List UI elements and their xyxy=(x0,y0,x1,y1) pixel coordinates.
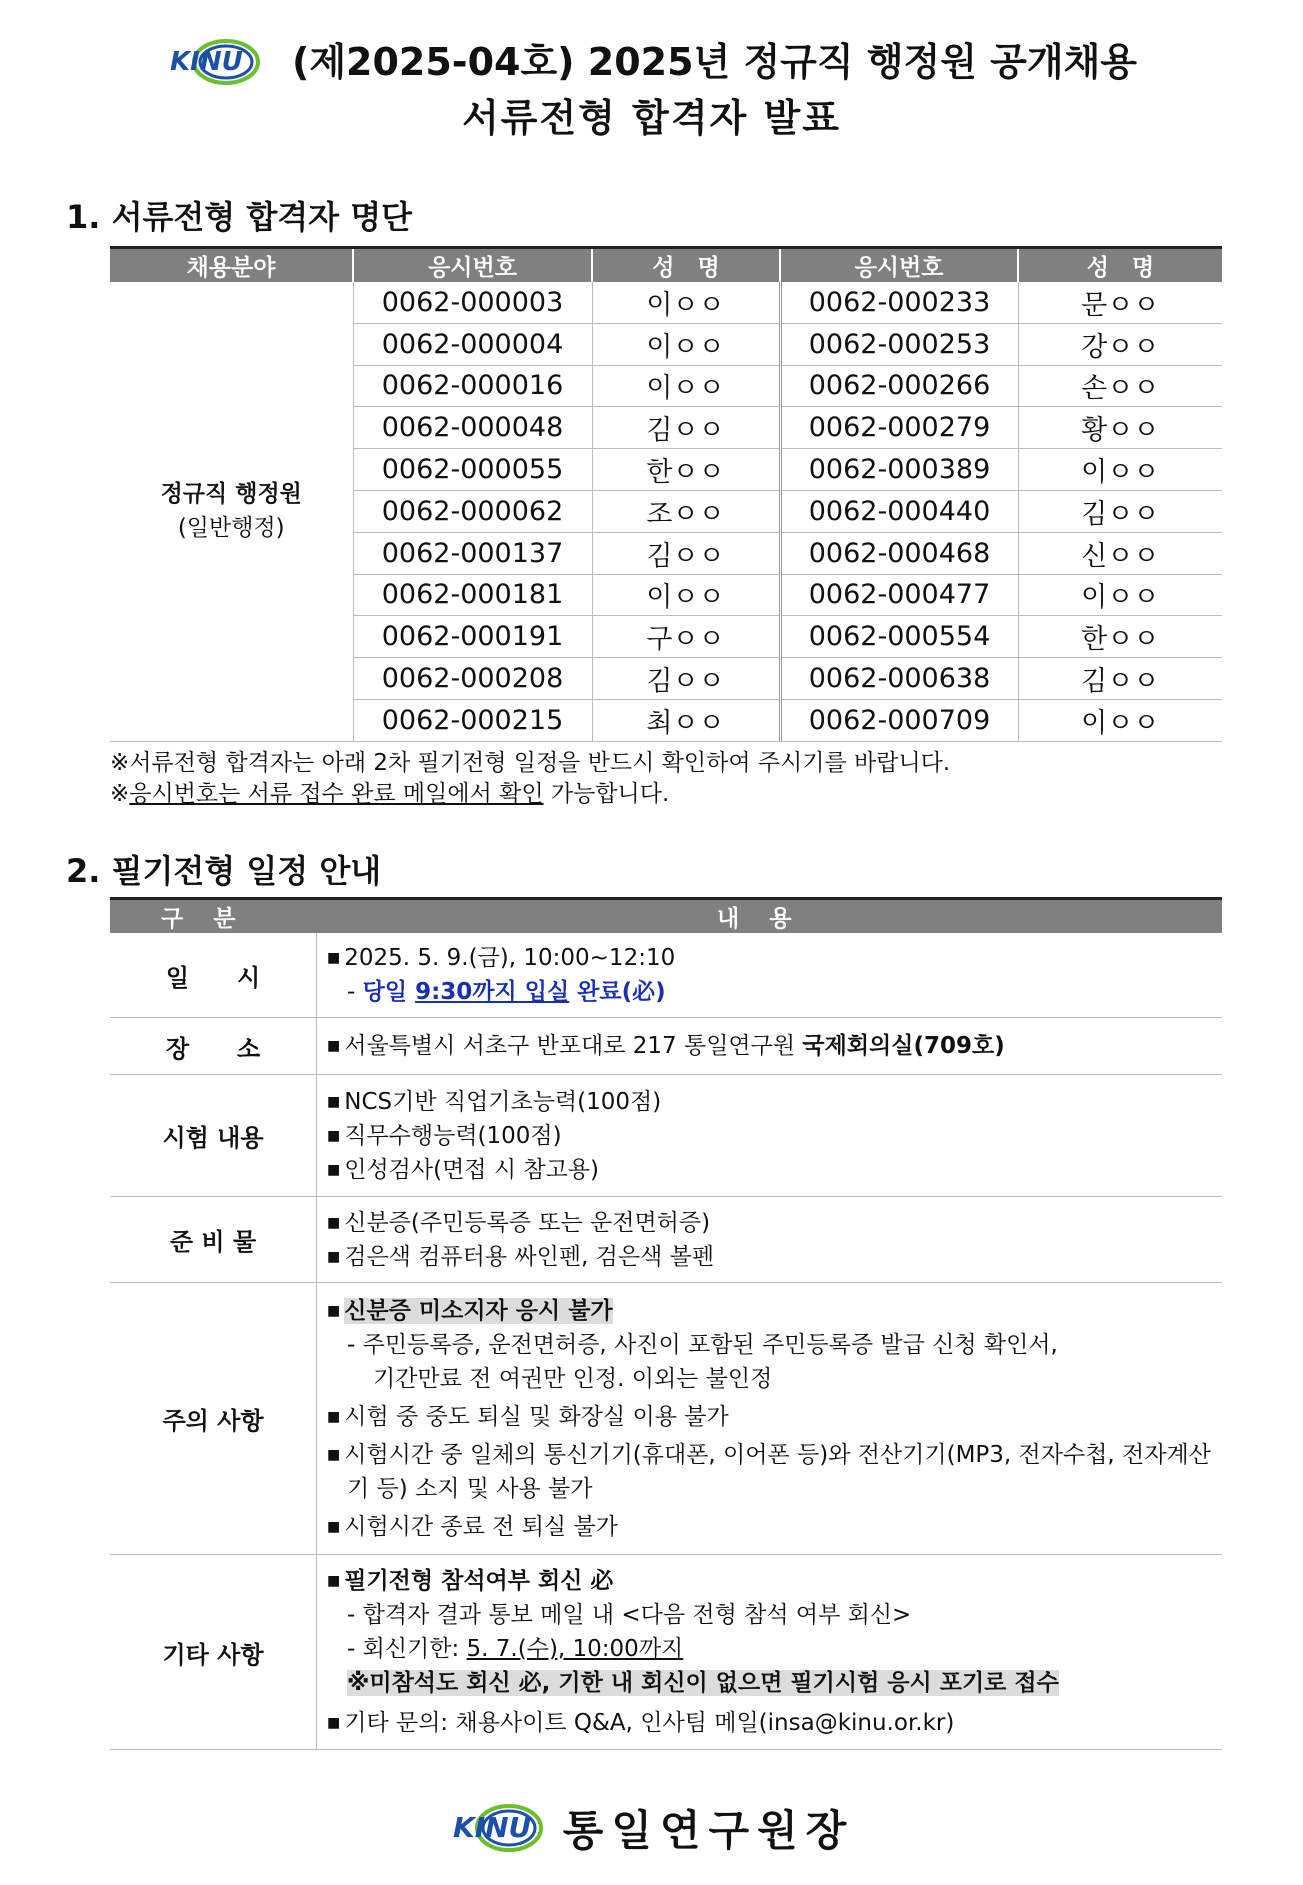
content-item-text: 인성검사(면접 시 참고용) xyxy=(344,1156,599,1183)
square-bullet-icon: ■ xyxy=(327,1093,341,1110)
footer-kinu-logo xyxy=(449,1800,553,1856)
col-content: 내용 xyxy=(317,899,1223,934)
date-line-2-b: 9:30까지 입실 xyxy=(415,979,570,1005)
row-caution xyxy=(110,1283,1222,1555)
row-preparation xyxy=(110,1197,1222,1283)
title-line-2: 서류전형 합격자 발표 xyxy=(462,96,841,140)
square-bullet-icon: ■ xyxy=(327,1408,341,1425)
value-place xyxy=(317,1018,1223,1075)
col-exam-number-2: 응시번호 xyxy=(780,248,1018,283)
note-2-underlined: 응시번호는 서류 접수 완료 메일에서 확인 xyxy=(129,781,544,807)
etc-sub-3 xyxy=(327,1666,1222,1700)
square-bullet-icon: ■ xyxy=(327,1161,341,1178)
square-bullet-icon: ■ xyxy=(327,1038,341,1054)
footer-logo-lettering: KINU xyxy=(452,1811,532,1844)
caution-sub-1: - 주민등록증, 운전면허증, 사진이 포함된 주민등록증 발급 신청 확인서, xyxy=(347,1331,1058,1358)
etc-sub-2 xyxy=(327,1632,1222,1666)
value-date xyxy=(317,933,1223,1018)
exam-number: 0062-000253 xyxy=(780,323,1018,365)
content-item-text: NCS기반 직업기초능력(100점) xyxy=(344,1088,662,1115)
col-name-2: 성 명 xyxy=(1018,248,1222,283)
passers-table-header xyxy=(110,248,1222,283)
date-line-2-c: 완료(必) xyxy=(569,979,666,1005)
passer-name: 김ㅇㅇ xyxy=(592,532,780,574)
caution-item-1: 신분증 미소지자 응시 불가 xyxy=(344,1297,613,1324)
date-line-1-text: 2025. 5. 9.(금), 10:00~12:10 xyxy=(344,945,676,971)
date-line-1 xyxy=(327,941,1222,975)
label-date: 일 시 xyxy=(110,933,317,1018)
passer-name: 한ㅇㅇ xyxy=(1018,616,1222,658)
label-etc: 기타 사항 xyxy=(110,1555,317,1750)
place-room: 국제회의실(709호) xyxy=(802,1033,1005,1059)
kinu-logo-icon xyxy=(166,36,270,88)
passers-table xyxy=(110,246,1222,742)
exam-number: 0062-000055 xyxy=(353,449,592,491)
square-bullet-icon: ■ xyxy=(327,1518,341,1535)
passer-name: 한ㅇㅇ xyxy=(592,449,780,491)
exam-number: 0062-000389 xyxy=(780,449,1018,491)
field-main: 정규직 행정원 xyxy=(160,481,302,508)
etc-sub-2-prefix: - 회신기한: xyxy=(347,1636,467,1662)
prep-item-text: 검은색 컴퓨터용 싸인펜, 검은색 볼펜 xyxy=(344,1243,715,1270)
passer-name: 이ㅇㅇ xyxy=(1018,574,1222,616)
exam-number: 0062-000048 xyxy=(353,407,592,449)
content-item-text: 직무수행능력(100점) xyxy=(344,1122,562,1149)
list-item xyxy=(327,1119,1222,1153)
square-bullet-icon: ■ xyxy=(327,1127,341,1144)
exam-number: 0062-000709 xyxy=(780,699,1018,741)
passer-name: 문ㅇㅇ xyxy=(1018,282,1222,323)
prep-item-text: 신분증(주민등록증 또는 운전면허증) xyxy=(344,1209,711,1236)
passer-name: 이ㅇㅇ xyxy=(592,365,780,407)
square-bullet-icon: ■ xyxy=(327,1214,341,1231)
exam-number: 0062-000554 xyxy=(780,616,1018,658)
caution-item-2: 시험 중 중도 퇴실 및 화장실 이용 불가 xyxy=(344,1403,729,1430)
note-1: ※서류전형 합격자는 아래 2차 필기전형 일정을 반드시 확인하여 주시기를 바랍니다. xyxy=(110,750,951,776)
etc-sub-3-text: ※미참석도 회신 必, 기한 내 회신이 없으면 필기시험 응시 포기로 접수 xyxy=(347,1670,1059,1696)
label-exam-content: 시험 내용 xyxy=(110,1075,317,1197)
list-item xyxy=(327,1206,1222,1240)
row-date xyxy=(110,933,1222,1018)
exam-number: 0062-000215 xyxy=(353,699,592,741)
exam-number: 0062-000477 xyxy=(780,574,1018,616)
footer xyxy=(0,1798,1303,1858)
value-etc xyxy=(317,1555,1223,1750)
passer-name: 김ㅇㅇ xyxy=(1018,490,1222,532)
list-item xyxy=(327,1564,1222,1598)
passer-name: 손ㅇㅇ xyxy=(1018,365,1222,407)
exam-number: 0062-000279 xyxy=(780,407,1018,449)
label-place: 장 소 xyxy=(110,1018,317,1075)
value-caution xyxy=(317,1283,1223,1555)
exam-number: 0062-000638 xyxy=(780,658,1018,700)
section1-notes xyxy=(110,748,950,810)
square-bullet-icon: ■ xyxy=(327,1248,341,1265)
exam-number: 0062-000468 xyxy=(780,532,1018,574)
section1-heading: 1. 서류전형 합격자 명단 xyxy=(66,198,413,236)
etc-item-2: 기타 문의: 채용사이트 Q&A, 인사팀 메일(insa@kinu.or.kr) xyxy=(344,1710,955,1736)
list-item xyxy=(327,1294,1222,1328)
passer-name: 강ㅇㅇ xyxy=(1018,323,1222,365)
title-line-1 xyxy=(0,34,1303,90)
kinu-logo xyxy=(166,36,270,88)
field-sub: (일반행정) xyxy=(177,515,285,542)
exam-number: 0062-000181 xyxy=(353,574,592,616)
passer-name: 황ㅇㅇ xyxy=(1018,407,1222,449)
logo-lettering: KINU xyxy=(169,47,243,77)
passer-name: 조ㅇㅇ xyxy=(592,490,780,532)
square-bullet-icon: ■ xyxy=(327,950,341,966)
square-bullet-icon: ■ xyxy=(327,1302,341,1319)
note-2-suffix: 가능합니다. xyxy=(543,781,670,807)
schedule-table xyxy=(110,897,1222,1750)
caution-item-4: 시험시간 종료 전 퇴실 불가 xyxy=(344,1513,618,1540)
exam-number: 0062-000233 xyxy=(780,282,1018,323)
list-item xyxy=(327,1240,1222,1274)
list-item xyxy=(327,1400,1222,1434)
label-caution: 주의 사항 xyxy=(110,1283,317,1555)
caution-sub-2: 기간만료 전 여권만 인정. 이외는 불인정 xyxy=(373,1365,773,1392)
passer-name: 이ㅇㅇ xyxy=(1018,699,1222,741)
passer-name: 이ㅇㅇ xyxy=(592,574,780,616)
list-item xyxy=(327,1085,1222,1119)
row-etc xyxy=(110,1555,1222,1750)
exam-number: 0062-000003 xyxy=(353,282,592,323)
col-field: 채용분야 xyxy=(110,248,353,283)
exam-number: 0062-000191 xyxy=(353,616,592,658)
square-bullet-icon: ■ xyxy=(327,1573,341,1589)
row-exam-content xyxy=(110,1075,1222,1197)
passer-name: 최ㅇㅇ xyxy=(592,699,780,741)
passer-name: 신ㅇㅇ xyxy=(1018,532,1222,574)
list-item xyxy=(327,1706,1222,1740)
place-text: 서울특별시 서초구 반포대로 217 통일연구원 xyxy=(344,1033,803,1059)
exam-number: 0062-000016 xyxy=(353,365,592,407)
date-line-2 xyxy=(327,975,1222,1009)
passer-name: 이ㅇㅇ xyxy=(592,323,780,365)
passer-name: 이ㅇㅇ xyxy=(1018,449,1222,491)
etc-item-1: 필기전형 참석여부 회신 必 xyxy=(344,1568,614,1594)
etc-sub-2-deadline: 5. 7.(수), 10:00까지 xyxy=(466,1636,684,1662)
issuer-name: 통일연구원장 xyxy=(562,1806,855,1855)
list-item xyxy=(327,1438,1222,1506)
passer-name: 김ㅇㅇ xyxy=(592,407,780,449)
exam-number: 0062-000004 xyxy=(353,323,592,365)
passer-name: 김ㅇㅇ xyxy=(592,658,780,700)
exam-number: 0062-000062 xyxy=(353,490,592,532)
col-category: 구분 xyxy=(110,899,317,934)
exam-number: 0062-000137 xyxy=(353,532,592,574)
label-preparation: 준 비 물 xyxy=(110,1197,317,1283)
list-item xyxy=(327,1153,1222,1187)
passer-name: 김ㅇㅇ xyxy=(1018,658,1222,700)
list-item xyxy=(327,1510,1222,1544)
exam-number: 0062-000440 xyxy=(780,490,1018,532)
title-text-1: (제2025-04호) 2025년 정규직 행정원 공개채용 xyxy=(291,40,1138,84)
value-exam-content xyxy=(317,1075,1223,1197)
row-place xyxy=(110,1018,1222,1075)
schedule-table-header xyxy=(110,899,1222,934)
date-line-2-prefix: - xyxy=(347,979,363,1005)
passer-name: 구ㅇㅇ xyxy=(592,616,780,658)
note-2 xyxy=(110,779,950,810)
kinu-logo-icon xyxy=(449,1800,553,1856)
square-bullet-icon: ■ xyxy=(327,1715,341,1731)
exam-number: 0062-000266 xyxy=(780,365,1018,407)
section2-heading: 2. 필기전형 일정 안내 xyxy=(66,852,382,890)
square-bullet-icon: ■ xyxy=(327,1446,341,1463)
col-name-1: 성 명 xyxy=(592,248,780,283)
field-cell xyxy=(110,282,353,741)
col-exam-number-1: 응시번호 xyxy=(353,248,592,283)
note-2-prefix: ※ xyxy=(110,781,130,807)
title-block xyxy=(0,34,1303,146)
passer-name: 이ㅇㅇ xyxy=(592,282,780,323)
exam-number: 0062-000208 xyxy=(353,658,592,700)
date-line-2-a: 당일 xyxy=(362,979,416,1005)
value-preparation xyxy=(317,1197,1223,1283)
table-row xyxy=(110,282,1222,323)
caution-item-3: 시험시간 중 일체의 통신기기(휴대폰, 이어폰 등)와 전산기기(MP3, 전자수첩, 전자계산기 등) 소지 및 사용 불가 xyxy=(344,1441,1211,1502)
etc-sub-1: - 합격자 결과 통보 메일 내 <다음 전형 참석 여부 회신> xyxy=(347,1602,912,1628)
